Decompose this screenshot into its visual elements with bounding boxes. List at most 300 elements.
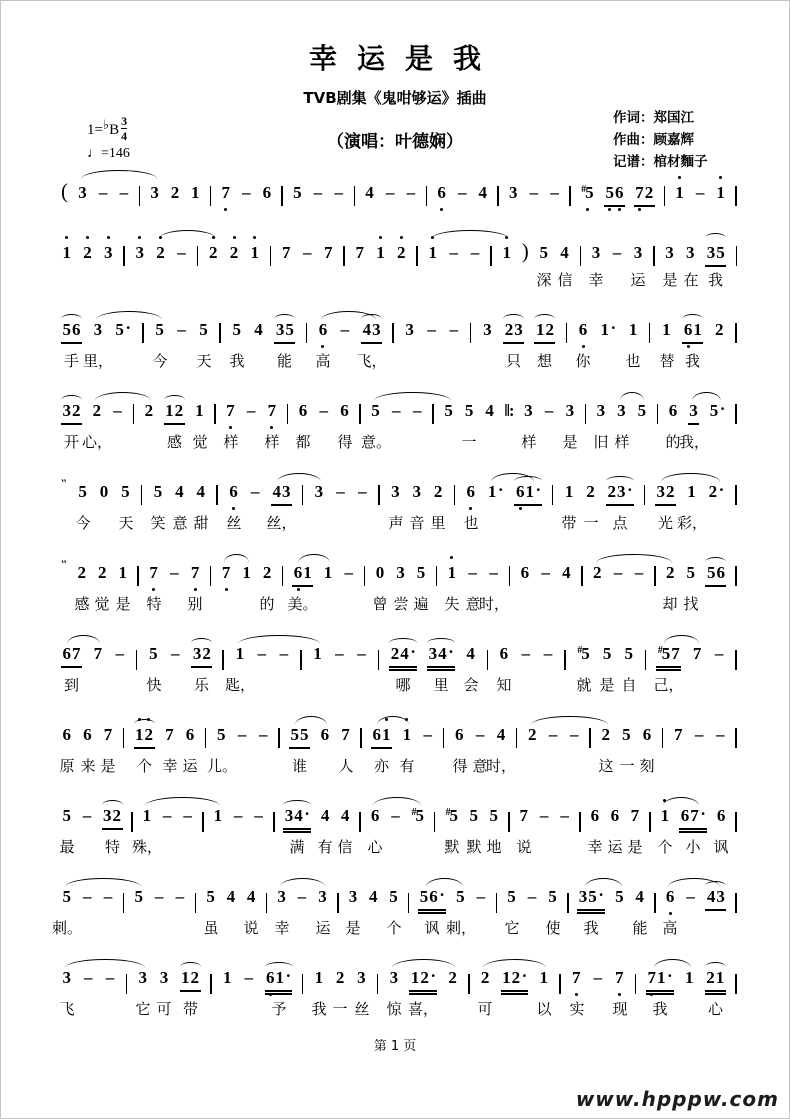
- lyric-syllable: 旧: [593, 433, 609, 451]
- duration-dash: –: [233, 806, 243, 825]
- lyric-syllable: 一: [583, 514, 599, 532]
- lyric-syllable: 美。: [287, 595, 318, 613]
- note-group: [225, 401, 237, 423]
- lyric-syllable: 是: [562, 433, 578, 451]
- note: [267, 401, 277, 421]
- barline: [359, 812, 361, 832]
- note-digit: 1: [142, 806, 152, 825]
- octave-dot-low: [232, 507, 235, 510]
- note: [615, 968, 625, 988]
- note-digit: 2: [528, 725, 537, 744]
- barline: [210, 566, 212, 586]
- note-digit: 5: [217, 725, 226, 744]
- lyric-syllable: 幸: [587, 838, 603, 856]
- lyric-syllable: 带: [182, 1000, 199, 1018]
- note-digit: 6: [429, 887, 438, 906]
- note: [192, 644, 202, 664]
- note-digit: 1: [165, 401, 174, 420]
- note: [715, 320, 725, 340]
- note: [153, 482, 163, 502]
- notes-row: [61, 401, 737, 425]
- note-digit: 1: [190, 183, 200, 202]
- note: [642, 725, 652, 745]
- note-digit: 1: [447, 563, 457, 582]
- meter-denominator: 4: [121, 129, 128, 143]
- slur: [389, 638, 417, 643]
- note-digit: 1: [195, 401, 204, 420]
- note-group: [388, 887, 400, 909]
- note: [294, 806, 304, 826]
- note-digit: 6: [298, 401, 308, 420]
- duration-dash: –: [470, 243, 480, 262]
- lyric-syllable: 匙，: [224, 676, 256, 694]
- lyric-syllable: 信: [337, 838, 353, 856]
- note: [335, 968, 345, 988]
- note-group: [77, 482, 89, 504]
- note: [602, 644, 612, 664]
- note-group: [661, 320, 673, 342]
- note-group: [410, 806, 426, 828]
- note-group: [465, 482, 477, 504]
- barline: [141, 485, 143, 505]
- duration-dash: –: [413, 401, 422, 420]
- note-digit: 2: [262, 563, 272, 582]
- note-digit: 6: [262, 183, 272, 202]
- note-group: [685, 243, 697, 265]
- note-digit: 6: [642, 725, 652, 744]
- barline: [416, 246, 418, 266]
- note-group: [411, 482, 423, 504]
- slur: [585, 878, 622, 887]
- duration-dash: –: [634, 563, 644, 582]
- note: [622, 725, 632, 745]
- note: [596, 401, 606, 421]
- note: [206, 887, 216, 907]
- note: [62, 644, 72, 664]
- note: [185, 725, 195, 745]
- note-group: [82, 725, 94, 747]
- note: [466, 644, 476, 664]
- lyric-syllable: 一: [332, 1000, 348, 1018]
- note-group: [641, 725, 653, 747]
- note-digit: 2: [433, 482, 443, 501]
- lyric-syllable: 得: [452, 757, 468, 775]
- duration-dash: –: [385, 183, 395, 202]
- note-group: [261, 183, 273, 205]
- note: [195, 401, 205, 421]
- barline: [564, 650, 566, 670]
- note-digit: 5: [637, 401, 647, 420]
- notes-row: [61, 179, 737, 207]
- note-group: [705, 968, 726, 995]
- note-digit: 2: [511, 968, 521, 987]
- note-digit: 4: [635, 887, 644, 906]
- octave-dot-low: [225, 588, 228, 591]
- note: [600, 320, 610, 340]
- note-group: [705, 887, 726, 911]
- note: [83, 243, 93, 263]
- note: [159, 968, 169, 988]
- barline: [219, 323, 221, 343]
- duration-dash: –: [244, 968, 253, 987]
- note-digit: 4: [254, 320, 263, 339]
- note: [455, 725, 465, 745]
- note-digit: 5: [489, 806, 499, 825]
- note: [680, 806, 690, 826]
- augmentation-dot: ·: [598, 885, 604, 904]
- performer: （演唱：叶德娴）: [327, 132, 463, 152]
- lyric-syllable: 意: [472, 757, 488, 775]
- tempo-marking: ♩=146: [87, 146, 130, 161]
- note-group: [61, 644, 82, 668]
- note-group: [477, 183, 489, 205]
- octave-dot-low: [618, 993, 621, 996]
- note-group: [527, 725, 539, 747]
- note: [365, 183, 375, 203]
- barline: [736, 246, 738, 266]
- watermark: www.hpppw.com: [575, 1087, 779, 1111]
- note-group: [463, 401, 475, 423]
- octave-dot-low: [440, 208, 443, 211]
- note: [371, 401, 381, 421]
- note-group: [61, 243, 73, 265]
- note-digit: 6: [185, 725, 195, 744]
- note: [483, 320, 493, 340]
- note-digit: 4: [496, 725, 506, 744]
- slur: [361, 314, 382, 319]
- octave-dot-low: [194, 588, 197, 591]
- lyric-syllable: 深: [536, 271, 552, 289]
- note-digit: 5: [444, 401, 453, 420]
- barline: [364, 566, 366, 586]
- note: [320, 725, 330, 745]
- note-group: [61, 725, 73, 747]
- note: [97, 563, 107, 583]
- note-digit: 7: [221, 183, 231, 202]
- note: [118, 563, 128, 583]
- note-group: [77, 183, 89, 205]
- song-subtitle: TVB剧集《鬼咁够运》插曲: [303, 89, 487, 107]
- note: [144, 401, 154, 421]
- duration-dash: –: [242, 183, 251, 202]
- barline: [735, 485, 737, 505]
- note: [181, 968, 191, 988]
- lyric-syllable: 里: [430, 514, 446, 532]
- augmentation-dot: ·: [610, 318, 617, 337]
- lyric-syllable: 甜: [193, 514, 209, 532]
- note-digit: 1: [135, 725, 144, 744]
- note-digit: 2: [209, 243, 218, 262]
- note-digit: 2: [174, 401, 184, 420]
- note: [489, 806, 499, 826]
- note: [675, 183, 685, 203]
- note-digit: 7: [674, 725, 683, 744]
- duration-dash: –: [319, 401, 328, 420]
- note-group: [468, 806, 480, 828]
- music-line: [61, 472, 737, 553]
- note: [502, 243, 512, 263]
- lyric-syllable: 信: [557, 271, 573, 289]
- note-digit: 7: [572, 968, 581, 987]
- slur: [102, 800, 123, 805]
- note-digit: 6: [680, 806, 690, 825]
- note-group: [189, 183, 201, 205]
- duration-dash: –: [98, 183, 108, 202]
- note: [519, 806, 529, 826]
- note: [605, 183, 615, 203]
- lyric-syllable: 刻: [639, 757, 655, 775]
- slur: [67, 635, 100, 644]
- duration-dash: –: [84, 968, 93, 987]
- note: [199, 320, 209, 340]
- note-group: [371, 725, 392, 749]
- note-group: [561, 563, 573, 585]
- flat-icon: ♭: [102, 117, 110, 132]
- octave-dot-high: [253, 236, 256, 239]
- note: [456, 887, 466, 907]
- note-group: [501, 243, 513, 265]
- octave-dot-low: [321, 345, 324, 348]
- note-group: [228, 243, 240, 265]
- note: [560, 243, 570, 263]
- lyric-syllable: 今: [152, 352, 168, 370]
- lyric-syllable: 儿。: [206, 757, 238, 775]
- note: [149, 644, 159, 664]
- note-group: [659, 806, 671, 828]
- augmentation-dot: ·: [627, 480, 633, 499]
- note-digit: 3: [357, 968, 366, 987]
- note: [190, 563, 200, 583]
- note-digit: 6: [665, 887, 675, 906]
- augmentation-dot: ·: [125, 318, 132, 337]
- slur: [692, 392, 721, 401]
- note-digit: 1: [600, 320, 609, 339]
- lyric-syllable: 时，: [478, 595, 510, 613]
- note-digit: 2: [607, 482, 617, 501]
- music-line: [61, 958, 737, 1039]
- lyric-syllable: 自: [621, 676, 637, 694]
- note-group: [686, 482, 698, 504]
- lyric-syllable: 丝，: [266, 514, 297, 532]
- note-group: [518, 806, 530, 828]
- note-digit: 6: [62, 644, 71, 663]
- note-digit: 7: [671, 644, 680, 663]
- note-digit: 4: [438, 644, 447, 663]
- note: [362, 320, 372, 340]
- lyric-syllable: 己，: [653, 676, 684, 694]
- lyric-syllable: 样: [521, 433, 537, 451]
- lyric-syllable: 是: [599, 676, 615, 694]
- duration-dash: –: [550, 183, 559, 202]
- note: [708, 482, 718, 502]
- barline: [378, 485, 380, 505]
- note-digit: 1: [118, 563, 127, 582]
- note: [706, 563, 716, 583]
- note: [372, 320, 382, 340]
- duration-dash: –: [344, 563, 354, 582]
- note-digit: 4: [560, 243, 569, 262]
- note: [614, 183, 624, 203]
- barline: [432, 404, 434, 424]
- barline: [589, 728, 591, 748]
- note-group: [519, 563, 531, 585]
- note: [355, 243, 365, 263]
- duration-dash: –: [529, 183, 539, 202]
- note-digit: 3: [391, 482, 400, 501]
- note: [716, 183, 726, 203]
- note: [709, 401, 719, 421]
- note-group: [685, 563, 697, 585]
- barline: [735, 893, 737, 913]
- notes-row: [61, 725, 737, 749]
- note-group: [313, 482, 325, 504]
- barline: [569, 186, 571, 206]
- note-digit: 5: [285, 320, 294, 339]
- duration-dash: –: [254, 806, 263, 825]
- note: [229, 243, 239, 263]
- barline: [392, 323, 394, 343]
- note-digit: 5: [624, 644, 633, 663]
- note-group: [623, 644, 635, 666]
- slur: [682, 314, 703, 319]
- credit-composer: 作曲：顾嘉辉: [613, 132, 694, 148]
- slur: [180, 962, 201, 967]
- note-group: [137, 968, 149, 990]
- duration-dash: –: [336, 482, 345, 501]
- note-group: [486, 482, 504, 504]
- note-digit: 5: [706, 563, 716, 582]
- note-digit: 3: [389, 968, 399, 987]
- duration-dash: –: [113, 401, 122, 420]
- note-group: [715, 806, 727, 828]
- barline: [142, 323, 144, 343]
- note-digit: 1: [213, 806, 223, 825]
- slur: [531, 716, 609, 725]
- note-digit: 1: [564, 482, 574, 501]
- note-group: [148, 644, 160, 666]
- note-group: [317, 320, 329, 342]
- lyric-syllable: 幸: [162, 757, 178, 775]
- barline: [654, 566, 656, 586]
- sharp-icon: #: [657, 645, 663, 656]
- note-digit: 3: [192, 644, 202, 663]
- barline: [470, 323, 472, 343]
- note: [196, 482, 206, 502]
- note-group: [169, 183, 181, 205]
- note: [382, 725, 392, 745]
- note: [429, 887, 439, 907]
- lyric-syllable: 它: [135, 1000, 151, 1018]
- note: [242, 563, 252, 583]
- note-digit: 1: [535, 320, 545, 339]
- sharp-icon: #: [577, 645, 583, 656]
- slur: [298, 554, 330, 563]
- duration-dash: –: [82, 806, 92, 825]
- lyric-syllable: 样: [223, 433, 239, 451]
- note: [464, 401, 474, 421]
- note: [235, 644, 245, 664]
- note: [226, 887, 236, 907]
- note: [72, 320, 82, 340]
- note-digit: 3: [665, 243, 674, 262]
- note-digit: 5: [155, 320, 164, 339]
- note: [686, 243, 696, 263]
- note: [390, 644, 400, 664]
- barline: [222, 650, 224, 670]
- notes-row: [61, 320, 737, 344]
- note-digit: 7: [165, 725, 174, 744]
- note-digit: 2: [586, 482, 595, 501]
- note-digit: 1: [628, 320, 638, 339]
- note-group: [627, 320, 639, 342]
- lyric-syllable: 乐: [193, 676, 210, 694]
- slur: [65, 959, 146, 968]
- note-group: [559, 243, 571, 265]
- barline: [434, 812, 436, 832]
- note-group: [117, 563, 129, 585]
- note: [671, 644, 681, 664]
- note: [282, 243, 292, 263]
- time-signature: [121, 115, 127, 142]
- lyric-syllable: 高: [662, 919, 678, 937]
- note-digit: 5: [686, 563, 695, 582]
- lyric-syllable: 快: [146, 676, 162, 694]
- note: [300, 725, 310, 745]
- note: [445, 806, 459, 826]
- lyric-syllable: 意。: [360, 433, 392, 451]
- lyric-syllable: 心，: [81, 433, 113, 451]
- note-digit: 1: [687, 482, 696, 501]
- duration-dash: –: [560, 806, 569, 825]
- barline: [559, 974, 561, 994]
- note-group: [281, 243, 293, 265]
- augmentation-dot: ·: [718, 480, 725, 499]
- note-group: [369, 806, 381, 828]
- note-digit: 6: [229, 482, 238, 501]
- note-digit: 1: [657, 968, 666, 987]
- note: [660, 806, 670, 826]
- note-group: [313, 968, 325, 990]
- notes-row: [60, 557, 737, 587]
- octave-dot-high: [107, 236, 110, 239]
- note: [293, 183, 303, 203]
- note-digit: 7: [221, 563, 231, 582]
- note-digit: 2: [112, 806, 122, 825]
- note-group: [174, 482, 186, 504]
- note-digit: 7: [103, 725, 113, 744]
- lyric-syllable: 别: [187, 595, 203, 613]
- lyric-syllable: 觉: [192, 433, 208, 451]
- augmentation-dot: ·: [448, 642, 454, 661]
- note-group: [580, 183, 596, 205]
- note: [272, 482, 282, 502]
- lyric-syllable: 殊，: [131, 838, 163, 856]
- note-digit: 2: [665, 563, 675, 582]
- duration-dash: –: [303, 243, 312, 262]
- barline: [566, 323, 568, 343]
- note-digit: 0: [375, 563, 385, 582]
- music-line: [51, 877, 737, 958]
- lyric-syllable: 实: [569, 1000, 585, 1018]
- note-group: [401, 725, 413, 747]
- note: [706, 968, 716, 988]
- barline: [552, 485, 554, 505]
- slur: [265, 962, 293, 967]
- note-digit: 5: [153, 482, 163, 501]
- slur: [295, 716, 327, 725]
- duration-dash: –: [449, 243, 458, 262]
- barline: [735, 812, 737, 832]
